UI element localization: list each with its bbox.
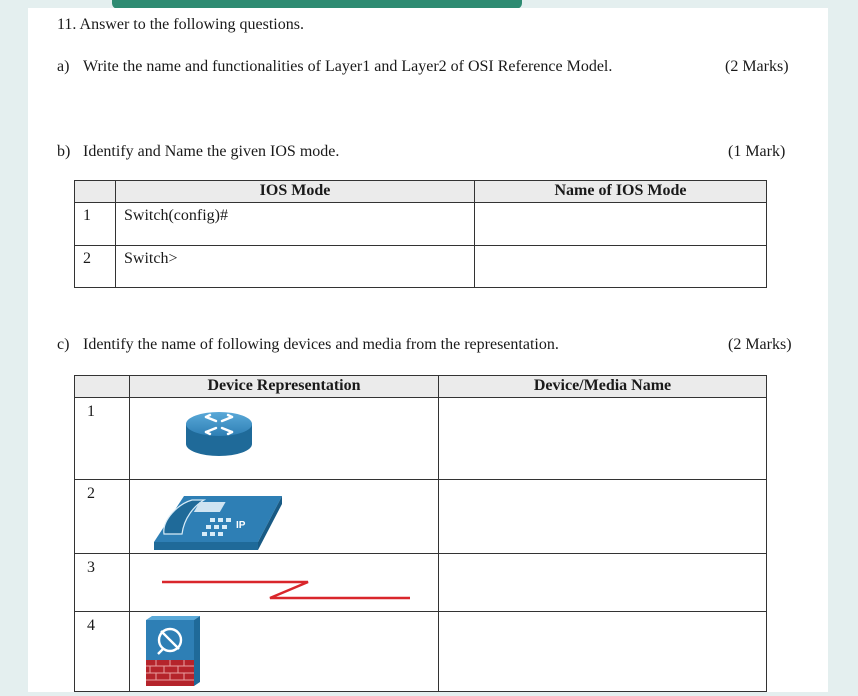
table-row xyxy=(75,612,767,692)
ios-mode-table xyxy=(74,180,767,288)
table-row xyxy=(75,554,767,612)
device-row-num: 2 xyxy=(75,480,130,554)
table-row xyxy=(75,480,767,554)
table-row xyxy=(75,246,767,288)
device-icon-cell xyxy=(130,480,439,554)
router-icon xyxy=(170,400,260,480)
question-title: 11. Answer to the following questions. xyxy=(57,16,304,33)
device-header-name: Device/Media Name xyxy=(439,376,767,398)
device-icon-cell xyxy=(130,554,439,612)
ios-row-num: 1 xyxy=(75,203,116,246)
device-row-num: 3 xyxy=(75,554,130,612)
firewall-icon xyxy=(142,616,202,696)
ios-header-name: Name of IOS Mode xyxy=(475,181,767,203)
part-b-text: Identify and Name the given IOS mode. xyxy=(83,143,340,160)
ip-label: IP xyxy=(236,520,246,531)
table-header-row xyxy=(75,181,767,203)
table-header-row xyxy=(75,376,767,398)
part-a-text: Write the name and functionalities of Layer1 and Layer2 of OSI Reference Model. xyxy=(83,58,613,75)
device-row-num: 4 xyxy=(75,612,130,692)
device-answer-cell[interactable] xyxy=(439,480,767,554)
device-icon-cell xyxy=(130,612,439,692)
ip-phone-icon xyxy=(148,484,288,554)
ios-row-mode: Switch> xyxy=(116,246,475,288)
device-header-representation: Device Representation xyxy=(130,376,439,398)
ios-row-answer-cell[interactable] xyxy=(475,203,767,246)
document-page xyxy=(28,8,828,692)
part-a-marks: (2 Marks) xyxy=(725,58,789,75)
serial-link-icon xyxy=(160,568,420,608)
part-c-marks: (2 Marks) xyxy=(728,336,792,353)
part-b-marks: (1 Mark) xyxy=(728,143,786,160)
device-answer-cell[interactable] xyxy=(439,398,767,480)
device-table xyxy=(74,375,767,692)
table-row xyxy=(75,398,767,480)
ios-header-mode: IOS Mode xyxy=(116,181,475,203)
ios-row-mode: Switch(config)# xyxy=(116,203,475,246)
device-answer-cell[interactable] xyxy=(439,612,767,692)
device-icon-cell xyxy=(130,398,439,480)
device-row-num: 1 xyxy=(75,398,130,480)
device-answer-cell[interactable] xyxy=(439,554,767,612)
ios-header-num xyxy=(75,181,116,203)
table-row xyxy=(75,203,767,246)
ios-row-answer-cell[interactable] xyxy=(475,246,767,288)
part-c-text: Identify the name of following devices and media from the representation. xyxy=(83,336,559,353)
part-c-label: c) xyxy=(57,336,70,353)
part-a-label: a) xyxy=(57,58,70,75)
device-header-num xyxy=(75,376,130,398)
ios-row-num: 2 xyxy=(75,246,116,288)
part-b-label: b) xyxy=(57,143,71,160)
